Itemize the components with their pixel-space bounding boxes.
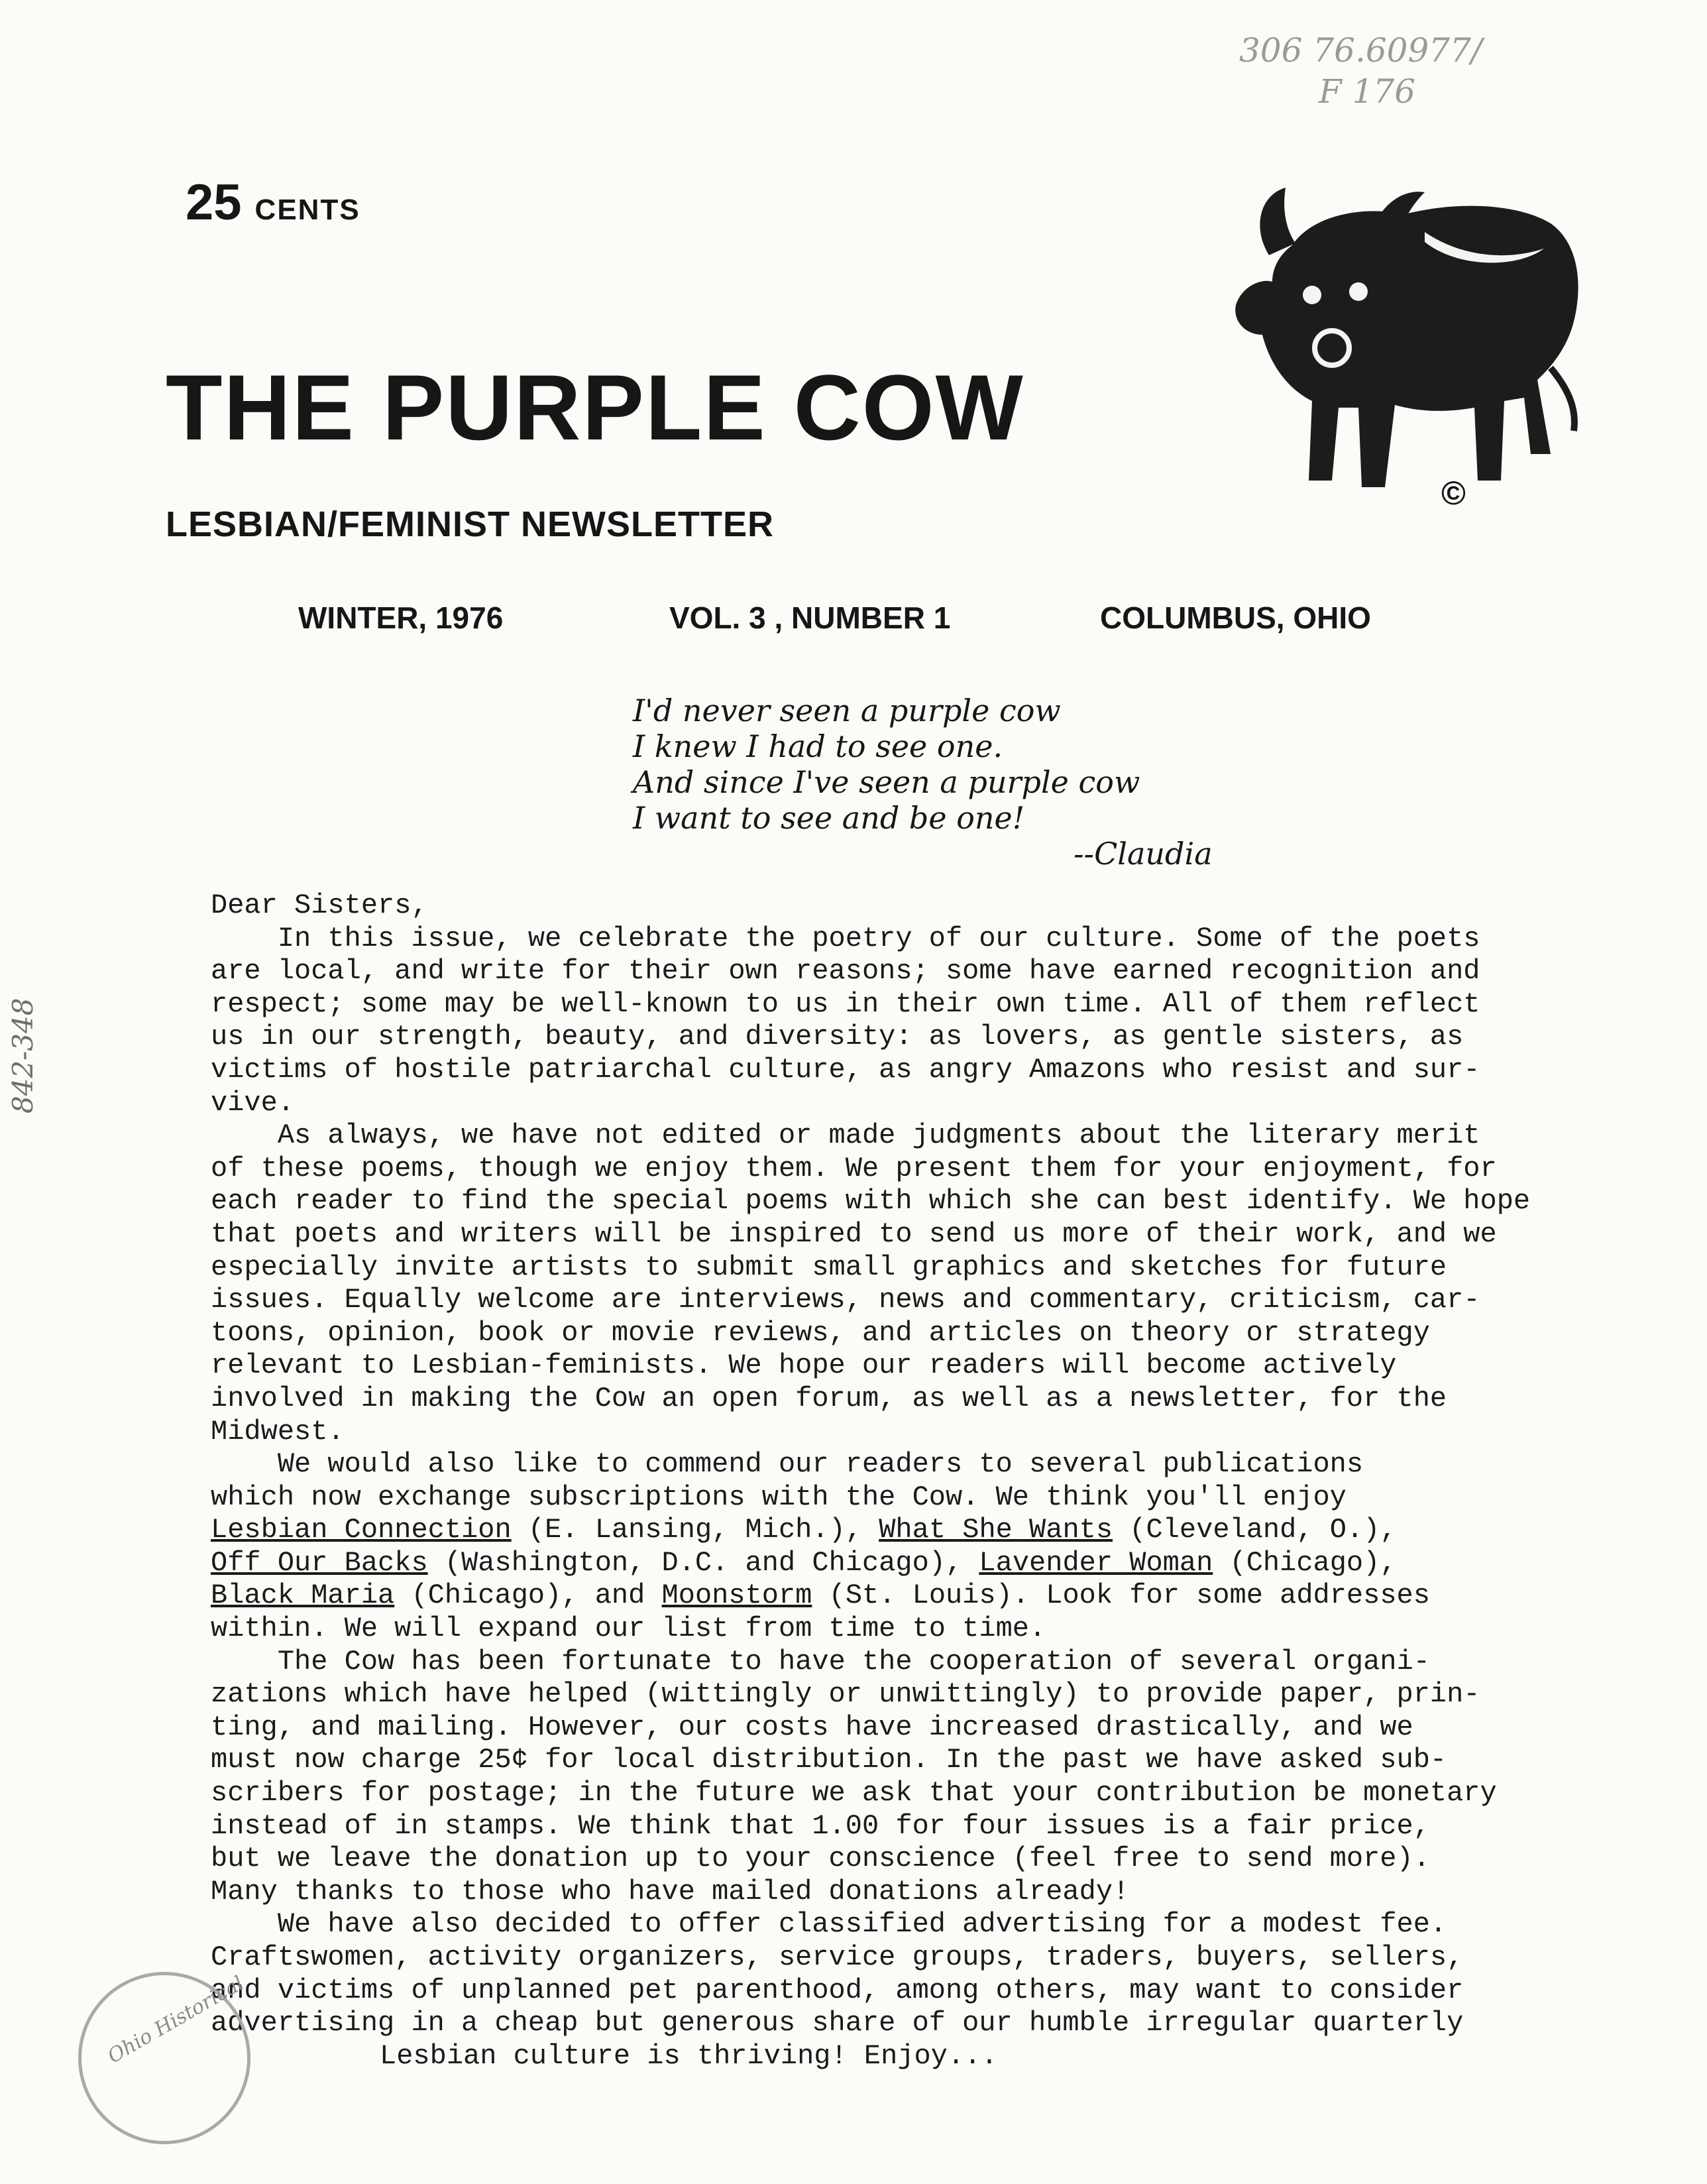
letter-paragraph xyxy=(211,1646,1563,1909)
letter-line: toons, opinion, book or movie reviews, and articles on theory or strategy xyxy=(211,1316,1430,1349)
poem-line: And since I've seen a purple cow xyxy=(633,764,1140,800)
library-stamp-text: Ohio Historical xyxy=(103,1971,248,2069)
poem-author: --Claudia xyxy=(1074,836,1213,872)
letter-line: each reader to find the special poems with which she can best identify. We hope xyxy=(211,1185,1531,1218)
letter-line: are local, and write for their own reasons; some have earned recognition and xyxy=(211,955,1480,988)
issue-location: COLUMBUS, OHIO xyxy=(1100,601,1371,635)
letter-line: respect; some may be well-known to us in their own time. All of them reflect xyxy=(211,988,1480,1020)
archive-call-number xyxy=(1239,30,1517,112)
price-unit: CENTS xyxy=(254,194,360,226)
issue-season: WINTER, 1976 xyxy=(298,601,504,635)
letter-closing: Lesbian culture is thriving! Enjoy... xyxy=(380,2040,998,2072)
archive-call-number-line: F 176 xyxy=(1319,72,1416,111)
letter-line: relevant to Lesbian-feminists. We hope our readers will become actively xyxy=(211,1350,1397,1382)
publications-line xyxy=(211,1514,1563,1547)
letter-line: us in our strength, beauty, and diversity: as lovers, as gentle sisters, as xyxy=(211,1021,1464,1053)
copyright-mark: © xyxy=(1441,475,1466,512)
publication-place: (Chicago), xyxy=(1229,1546,1397,1579)
letter-line: In this issue, we celebrate the poetry of our culture. Some of the poets xyxy=(211,922,1480,954)
publication-place: (Chicago), and xyxy=(411,1580,645,1612)
letter-line: Midwest. xyxy=(211,1415,345,1448)
letter-line: especially invite artists to submit small graphics and sketches for future xyxy=(211,1251,1447,1283)
publications-line xyxy=(211,1547,1563,1580)
poem-line: I'd never seen a purple cow xyxy=(633,693,1061,728)
publications-line xyxy=(211,1580,1563,1613)
letter-line: zations which have helped (wittingly or unwittingly) to provide paper, prin- xyxy=(211,1678,1480,1711)
letter-paragraph xyxy=(211,1448,1563,1646)
letter-line: issues. Equally welcome are interviews, news and commentary, criticism, car- xyxy=(211,1284,1480,1316)
letter-line xyxy=(211,1646,1563,1679)
letter-paragraph xyxy=(211,923,1563,1120)
letter-line: Many thanks to those who have mailed donations already! xyxy=(211,1875,1130,1908)
letter-salutation: Dear Sisters, xyxy=(211,890,428,921)
letter-line: We have also decided to offer classified advertising for a modest fee. xyxy=(211,1908,1447,1941)
letter-line: advertising in a cheap but generous share of our humble irregular quarterly xyxy=(211,2007,1464,2040)
issue-volume: VOL. 3 , NUMBER 1 xyxy=(669,601,951,635)
newsletter-title: THE PURPLE COW xyxy=(166,355,1024,459)
publication-title: Lesbian Connection xyxy=(211,1514,512,1546)
publication-place: (E. Lansing, Mich.), xyxy=(527,1514,862,1546)
letter-line: scribers for postage; in the future we ask that your contribution be monetary xyxy=(211,1777,1497,1810)
publication-place: (St. Louis). Look for some addresses xyxy=(828,1580,1430,1612)
letter-line: that poets and writers will be inspired to send us more of their work, and we xyxy=(211,1218,1497,1250)
price-value: 25 xyxy=(186,174,242,231)
letter-line: of these poems, though we enjoy them. We present them for your enjoyment, for xyxy=(211,1152,1497,1184)
publication-place: (Washington, D.C. and Chicago), xyxy=(444,1546,963,1579)
letter-paragraph xyxy=(211,1908,1563,2040)
letter-line: which now exchange subscriptions with the Cow. We think you'll enjoy xyxy=(211,1481,1347,1513)
poem-line: I want to see and be one! xyxy=(633,800,1025,836)
publication-title: What She Wants xyxy=(879,1514,1113,1546)
cover-price xyxy=(186,174,360,231)
letter-line: involved in making the Cow an open forum, as well as a newsletter, for the xyxy=(211,1382,1447,1414)
letter-line: must now charge 25¢ for local distribution. In the past we have asked sub- xyxy=(211,1744,1447,1776)
publication-title: Moonstorm xyxy=(661,1580,812,1612)
letter-line: We would also like to commend our readers to several publications xyxy=(211,1448,1364,1481)
editorial-letter xyxy=(211,890,1563,2073)
letter-line: victims of hostile patriarchal culture, as angry Amazons who resist and sur- xyxy=(211,1053,1480,1086)
publication-place: (Cleveland, O.), xyxy=(1129,1514,1397,1546)
publication-title: Black Maria xyxy=(211,1580,395,1612)
letter-line: As always, we have not edited or made judgments about the literary merit xyxy=(211,1120,1480,1152)
poem-line: I knew I had to see one. xyxy=(633,728,1003,764)
newsletter-subtitle: LESBIAN/FEMINIST NEWSLETTER xyxy=(166,504,774,544)
letter-line: vive. xyxy=(211,1086,295,1119)
publication-title: Off Our Backs xyxy=(211,1546,428,1579)
publication-title: Lavender Woman xyxy=(979,1546,1213,1579)
cow-illustration xyxy=(1206,169,1590,507)
letter-line: instead of in stamps. We think that 1.00 for four issues is a fair price, xyxy=(211,1810,1430,1842)
letter-line: Craftswomen, activity organizers, service groups, traders, buyers, sellers, xyxy=(211,1941,1464,1973)
archive-call-number-line: 306 76.60977/ xyxy=(1239,31,1482,70)
letter-paragraph xyxy=(211,1120,1563,1448)
letter-line: and victims of unplanned pet parenthood, among others, may want to consider xyxy=(211,1974,1464,2006)
letter-line: ting, and mailing. However, our costs have increased drastically, and we xyxy=(211,1711,1413,1743)
letter-line: within. We will expand our list from time to time. xyxy=(211,1613,1046,1645)
letter-line-text: The Cow has been fortunate to have the cooperation of several organi- xyxy=(277,1645,1430,1678)
epigraph-poem xyxy=(633,693,1213,872)
letter-line: but we leave the donation up to your conscience (feel free to send more). xyxy=(211,1843,1430,1875)
margin-note: 842-348 xyxy=(7,998,39,1114)
